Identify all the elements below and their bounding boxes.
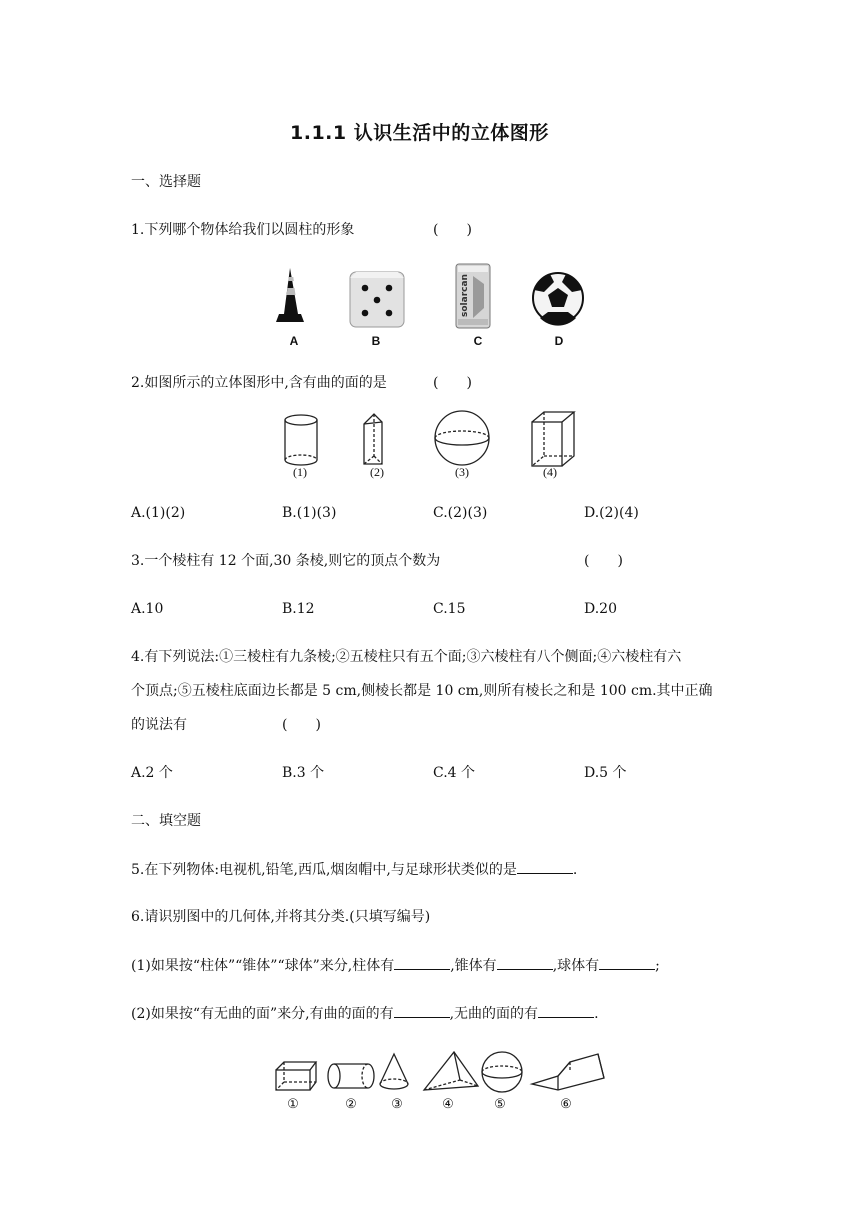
q4-bracket: ( ): [282, 717, 321, 733]
q6-figure-label-4: ④: [442, 1096, 454, 1111]
section-fill-heading: 二、填空题: [131, 813, 201, 829]
q6-p1-text-c: ,球体有: [552, 958, 600, 974]
q3-option-a: A.10: [131, 601, 164, 617]
cuboid-icon: [276, 1062, 316, 1090]
q4-option-a: A.2 个: [131, 765, 173, 781]
q6-figure-label-5: ⑤: [494, 1096, 506, 1111]
q6-figure-label-1: ①: [287, 1096, 299, 1111]
q2-figure-label-2: (2): [370, 465, 384, 479]
q5-end: .: [572, 862, 578, 878]
q2-option-d: D.(2)(4): [584, 505, 639, 521]
q6-cone-blank[interactable]: [497, 955, 553, 970]
q6-p1-text-b: ,锥体有: [450, 958, 497, 974]
q2-figure-label-1: (1): [293, 465, 307, 479]
cuboid-icon: [532, 412, 574, 466]
triangular-prism-icon: [364, 414, 382, 464]
q2-figure-label-4: (4): [543, 465, 557, 479]
q4-option-c: C.4 个: [433, 765, 476, 781]
cylinder-icon: [328, 1064, 374, 1088]
q6-prism-blank[interactable]: [394, 955, 450, 970]
q3-option-b: B.12: [282, 601, 315, 617]
q2-option-a: A.(1)(2): [131, 505, 186, 521]
sphere-icon: [435, 411, 489, 465]
q1-objects-figure: [270, 262, 600, 334]
cone-icon: [380, 1054, 408, 1089]
q6-p2-text-a: (2)如果按“有无曲的面”来分,有曲的面的有: [131, 1006, 394, 1022]
q3-bracket: ( ): [584, 553, 623, 569]
dice-icon: [350, 272, 404, 327]
q4-option-b: B.3 个: [282, 765, 325, 781]
q4-option-d: D.5 个: [584, 765, 627, 781]
q6-p2-end: .: [594, 1006, 599, 1022]
q5-answer-blank[interactable]: [517, 859, 573, 874]
q1-stem: 1.下列哪个物体给我们以圆柱的形象: [131, 222, 355, 238]
q5-line: [131, 859, 577, 880]
pyramid-icon: [424, 1052, 478, 1090]
q1-label-b: B: [371, 334, 381, 348]
traffic-cone-icon: [276, 268, 304, 322]
cylinder-icon: [285, 415, 317, 465]
q2-figure-label-3: (3): [455, 465, 469, 479]
q6-p2-text-b: ,无曲的面的有: [449, 1006, 539, 1022]
q4-line-1: 4.有下列说法:①三棱柱有九条棱;②五棱柱只有五个面;③六棱柱有八个侧面;④六棱柱有六: [131, 649, 682, 665]
q6-sphere-blank[interactable]: [599, 955, 655, 970]
q3-option-c: C.15: [433, 601, 466, 617]
q4-line-3: 的说法有: [131, 717, 187, 733]
section-choice-heading: 一、选择题: [131, 174, 201, 190]
q6-stem: 6.请识别图中的几何体,并将其分类.(只填写编号): [131, 909, 431, 925]
page-title: 1.1.1 认识生活中的立体图形: [290, 122, 549, 144]
triangular-prism-icon: [532, 1054, 604, 1090]
can-brand-text: solarcan: [460, 274, 470, 317]
q2-option-c: C.(2)(3): [433, 505, 488, 521]
soccer-ball-icon: [533, 273, 583, 326]
q2-stem: 2.如图所示的立体图形中,含有曲的面的是: [131, 375, 387, 391]
q3-stem: 3.一个棱柱有 12 个面,30 条棱,则它的顶点个数为: [131, 553, 441, 569]
q4-line-2: 个顶点;⑤五棱柱底面边长都是 5 cm,侧棱长都是 10 cm,则所有棱长之和是 100 cm.其中正确: [131, 683, 713, 699]
q2-bracket: ( ): [433, 375, 472, 391]
sphere-icon: [482, 1052, 522, 1092]
q6-solids-figure: [270, 1050, 610, 1095]
q6-figure-label-6: ⑥: [560, 1096, 572, 1111]
q6-p1-text-a: (1)如果按“柱体”“锥体”“球体”来分,柱体有: [131, 958, 395, 974]
q6-flat-blank[interactable]: [538, 1003, 594, 1018]
q6-curved-blank[interactable]: [394, 1003, 450, 1018]
q2-solids-figure: [270, 410, 590, 470]
q6-figure-label-3: ③: [391, 1096, 403, 1111]
q1-label-d: D: [554, 334, 564, 348]
q1-label-a: A: [289, 334, 299, 348]
q6-part-2: [131, 1003, 599, 1024]
q6-p1-end: ;: [655, 958, 660, 974]
q1-label-c: C: [473, 334, 483, 348]
q1-bracket: ( ): [433, 222, 472, 238]
q5-stem: 5.在下列物体:电视机,铅笔,西瓜,烟囱帽中,与足球形状类似的是: [131, 862, 517, 878]
q3-option-d: D.20: [584, 601, 617, 617]
q6-figure-label-2: ②: [345, 1096, 357, 1111]
q2-option-b: B.(1)(3): [282, 505, 337, 521]
q6-part-1: [131, 955, 660, 976]
